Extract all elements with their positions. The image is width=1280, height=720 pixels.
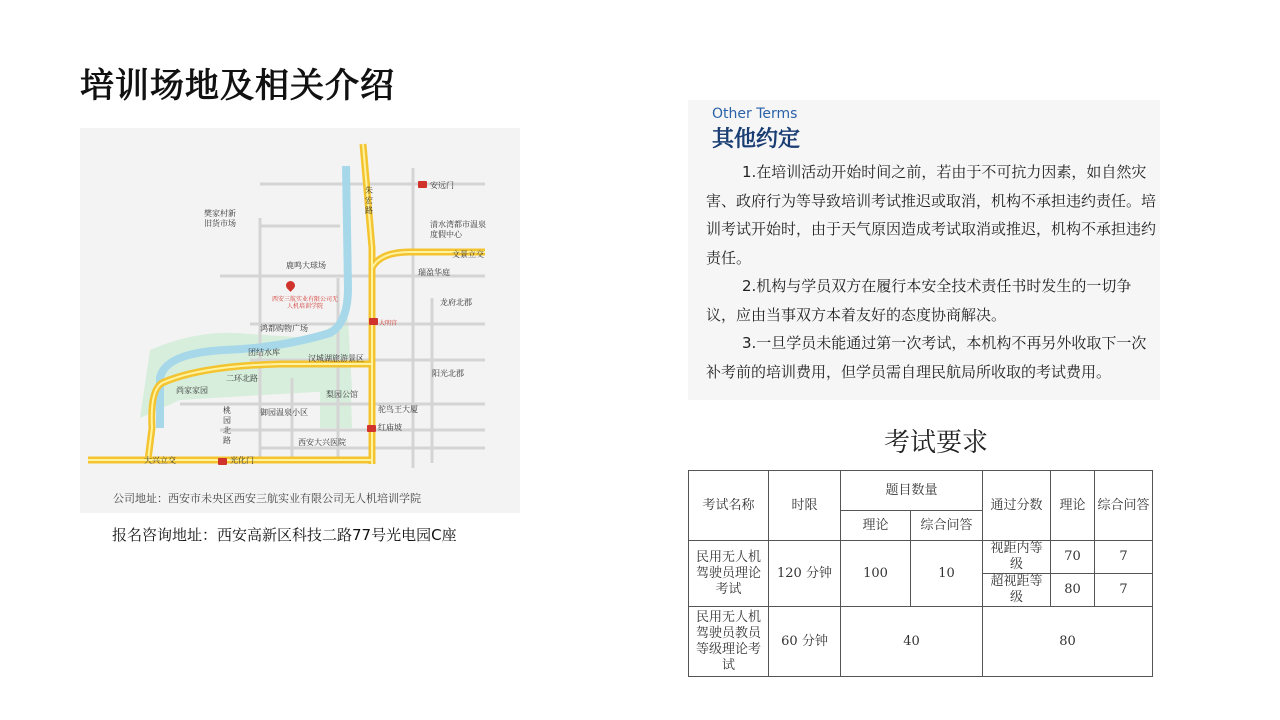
map-label-taoyuan: 桃园北路 — [223, 406, 231, 445]
metro-icon — [418, 181, 427, 188]
terms-heading-zh: 其他约定 — [712, 127, 801, 152]
header-pass-qa: 综合问答 — [1095, 471, 1153, 541]
map-label-qingshui: 清水湾都市温泉度假中心 — [430, 220, 486, 239]
map-label-anyuanmen: 安远门 — [430, 181, 454, 190]
terms-heading-en: Other Terms — [712, 106, 798, 122]
row1-level-1-theory: 70 — [1051, 541, 1095, 574]
map-label-guanghuamen: 光化门 — [230, 456, 254, 465]
terms-body — [706, 158, 1158, 386]
table-header-row — [689, 471, 1153, 511]
exam-requirements-table — [688, 470, 1153, 677]
map-label-yangguang: 阳光北郡 — [432, 369, 464, 378]
page-title: 培训场地及相关介绍 — [80, 66, 395, 106]
terms-paragraph-3: 3.一旦学员未能通过第一次考试，本机构不再另外收取下一次补考前的培训费用，但学员需自理民航局所收取的考试费用。 — [706, 334, 1147, 381]
map-label-zhuhong: 朱宏路 — [365, 186, 373, 215]
map-label-damingong: 大明宫 — [379, 320, 398, 327]
header-duration: 时限 — [769, 471, 841, 541]
metro-icon — [218, 458, 227, 465]
map-label-hongdu: 鸿都购物广场 — [260, 324, 308, 333]
row2-questions: 40 — [841, 607, 983, 677]
map-label-yuyuan: 御园温泉小区 — [260, 408, 308, 417]
header-exam-name: 考试名称 — [689, 471, 769, 541]
row1-level-2-theory: 80 — [1051, 574, 1095, 607]
metro-icon — [369, 318, 378, 325]
map-label-shangjia: 尚家家园 — [176, 386, 208, 395]
header-qa: 综合问答 — [911, 511, 983, 541]
map-label-hongmiao: 红庙坡 — [378, 423, 402, 432]
map-label-tuoniao: 驼鸟王大厦 — [378, 405, 418, 414]
location-map — [80, 128, 520, 513]
row1-qa: 10 — [911, 541, 983, 607]
row1-name: 民用无人机驾驶员理论考试 — [689, 541, 769, 607]
map-label-company: 西安三航实业有限公司无人机培训学院 — [271, 296, 338, 310]
row1-theory: 100 — [841, 541, 911, 607]
terms-paragraph-2: 2.机构与学员双方在履行本安全技术责任书时发生的一切争议，应由当事双方本着友好的态度协商解决。 — [706, 277, 1132, 324]
row1-level-2: 超视距等级 — [983, 574, 1051, 607]
map-label-liyuan: 梨园公馆 — [326, 390, 358, 399]
table-row — [689, 607, 1153, 677]
terms-paragraph-1: 1.在培训活动开始时间之前，若由于不可抗力因素，如自然灾害、政府行为等导致培训考试推迟或取消，机构不承担违约责任。培训考试开始时，由于天气原因造成考试取消或推迟，机构不承担违约责任。 — [706, 163, 1157, 267]
row2-duration: 60 分钟 — [769, 607, 841, 677]
header-pass-score: 通过分数 — [983, 471, 1051, 541]
map-label-hancheng: 汉城湖旅游景区 — [308, 354, 364, 363]
table-row — [689, 541, 1153, 574]
header-question-count: 题目数量 — [841, 471, 983, 511]
header-theory: 理论 — [841, 511, 911, 541]
map-label-longfu: 龙府北郡 — [440, 298, 472, 307]
map-label-fanjiacun: 樊家村新旧货市场 — [204, 209, 236, 228]
row1-level-1-qa: 7 — [1095, 541, 1153, 574]
row2-name: 民用无人机驾驶员教员等级理论考试 — [689, 607, 769, 677]
row1-duration: 120 分钟 — [769, 541, 841, 607]
map-label-tuanjie: 团结水库 — [248, 348, 280, 357]
enroll-address: 报名咨询地址：西安高新区科技二路77号光电园C座 — [112, 526, 457, 544]
map-label-daxing: 大兴立交 — [144, 456, 176, 465]
map-label-wenjing: 文景立交 — [452, 250, 484, 259]
other-terms-section — [688, 100, 1160, 400]
map-label-ruiying: 瑞盈华庭 — [418, 268, 450, 277]
company-address: 公司地址：西安市未央区西安三航实业有限公司无人机培训学院 — [113, 492, 421, 505]
row2-pass: 80 — [983, 607, 1153, 677]
map-label-hospital: 西安大兴医院 — [298, 438, 346, 447]
header-pass-theory: 理论 — [1051, 471, 1095, 541]
map-label-luming: 鹿鸣大球场 — [286, 261, 326, 270]
row1-level-1: 视距内等级 — [983, 541, 1051, 574]
metro-icon — [367, 425, 376, 432]
exam-title: 考试要求 — [883, 428, 988, 458]
row1-level-2-qa: 7 — [1095, 574, 1153, 607]
map-label-erhuan: 二环北路 — [226, 374, 258, 383]
